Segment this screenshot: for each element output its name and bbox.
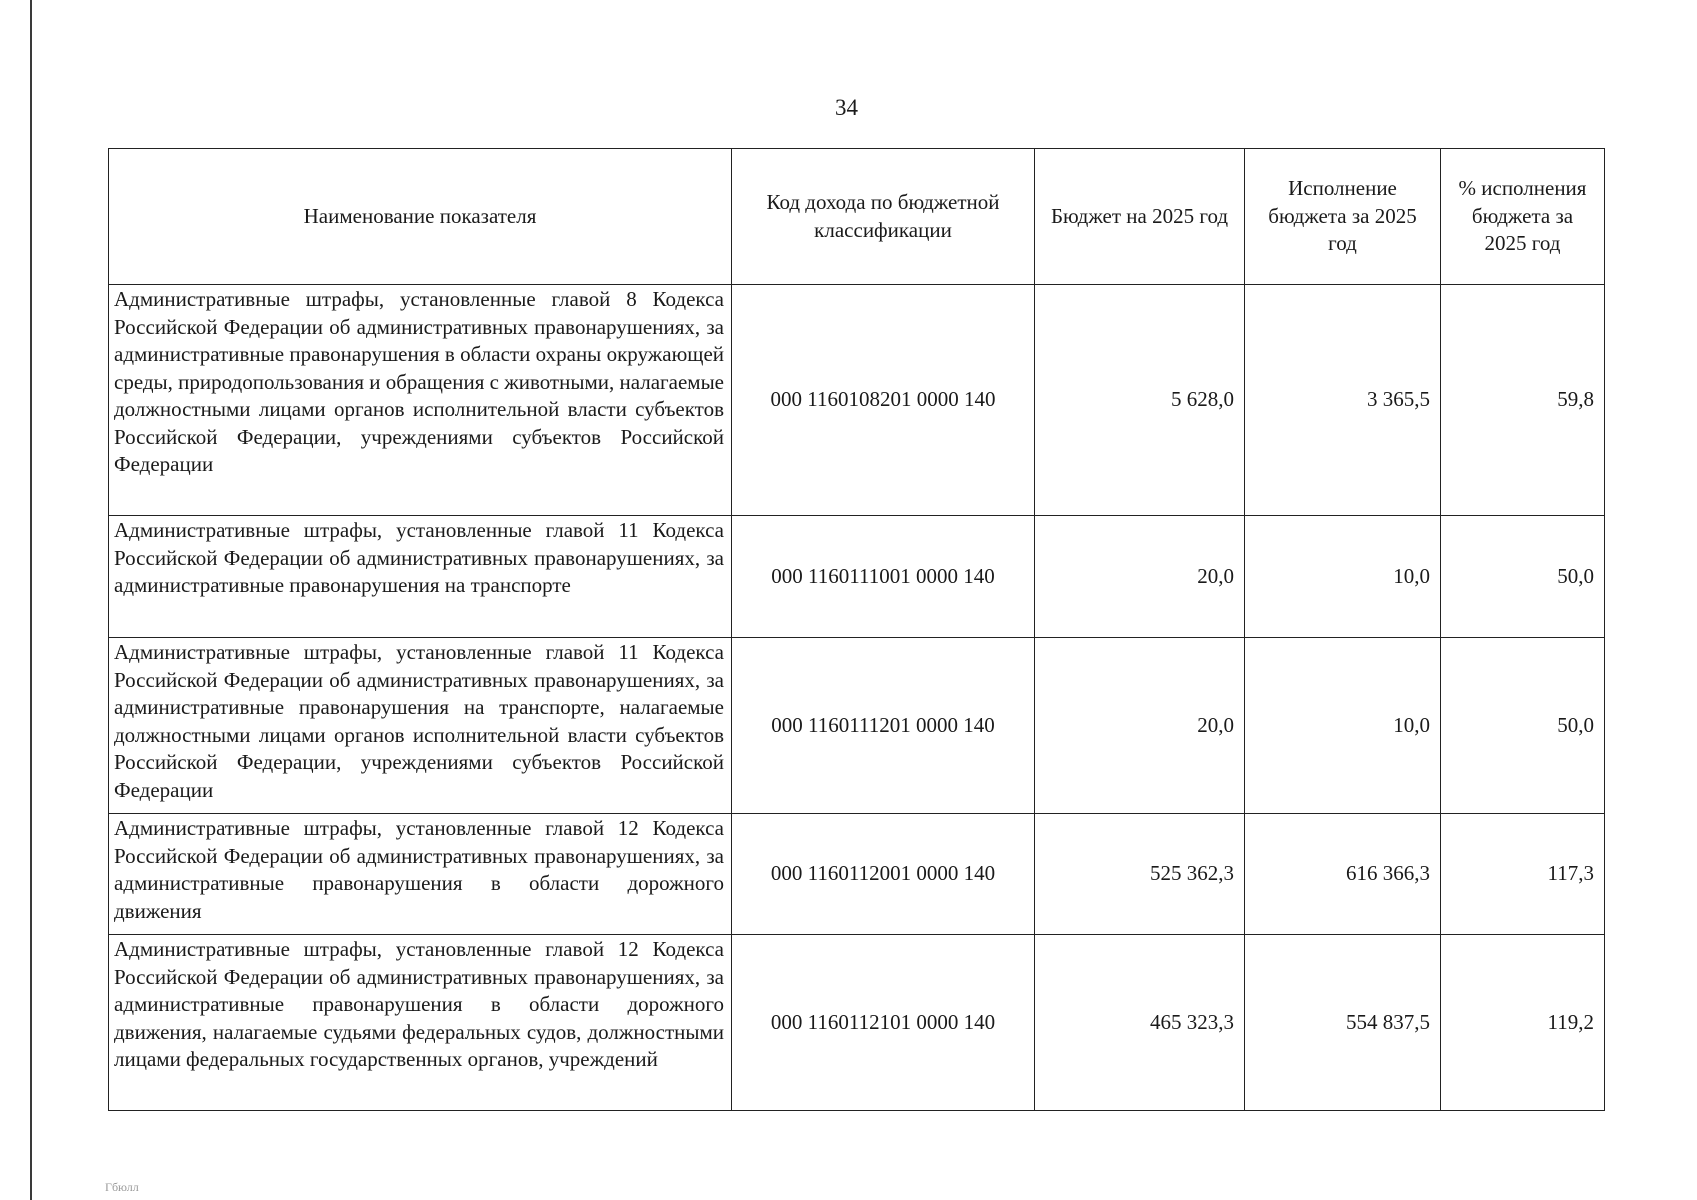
indicator-name-cell: Административные штрафы, установленные главой 11 Кодекса Российской Федерации об административных правонарушениях, за административные правонарушения на транспорте xyxy=(109,516,732,638)
indicator-name-cell: Административные штрафы, установленные главой 12 Кодекса Российской Федерации об административных правонарушениях, за административные правонарушения в области дорожного движения, налагаемые судьями федеральных судов, должностными лицами федеральных государственных органов, учреждений xyxy=(109,935,732,1111)
header-indicator-name: Наименование показателя xyxy=(109,149,732,285)
income-code-cell: 000 1160108201 0000 140 xyxy=(732,285,1035,516)
percent-cell: 119,2 xyxy=(1441,935,1605,1111)
execution-cell: 10,0 xyxy=(1245,516,1441,638)
header-execution-2025: Исполнение бюджета за 2025 год xyxy=(1245,149,1441,285)
table-row xyxy=(109,285,1605,516)
header-execution-percent: % исполнения бюджета за 2025 год xyxy=(1441,149,1605,285)
indicator-name-cell: Административные штрафы, установленные главой 11 Кодекса Российской Федерации об административных правонарушениях, за административные правонарушения на транспорте, налагаемые должностными лицами органов исполнительной власти субъектов Российской Федерации, учреждениями субъектов Российской Федерации xyxy=(109,638,732,814)
income-code-cell: 000 1160111001 0000 140 xyxy=(732,516,1035,638)
indicator-name-cell: Административные штрафы, установленные главой 12 Кодекса Российской Федерации об административных правонарушениях, за административные правонарушения в области дорожного движения xyxy=(109,814,732,935)
percent-cell: 117,3 xyxy=(1441,814,1605,935)
table-header-row xyxy=(109,149,1605,285)
indicator-name-cell: Административные штрафы, установленные главой 8 Кодекса Российской Федерации об административных правонарушениях, за административные правонарушения в области охраны окружающей среды, природопользования и обращения с животными, налагаемые должностными лицами органов исполнительной власти субъектов Российской Федерации, учреждениями субъектов Российской Федерации xyxy=(109,285,732,516)
budget-cell: 20,0 xyxy=(1035,638,1245,814)
execution-cell: 10,0 xyxy=(1245,638,1441,814)
percent-cell: 50,0 xyxy=(1441,638,1605,814)
execution-cell: 3 365,5 xyxy=(1245,285,1441,516)
table-row xyxy=(109,516,1605,638)
footer-stamp-mark: Гбюлл xyxy=(105,1180,139,1194)
execution-cell: 554 837,5 xyxy=(1245,935,1441,1111)
percent-cell: 59,8 xyxy=(1441,285,1605,516)
table-row xyxy=(109,638,1605,814)
binder-margin-line xyxy=(30,0,32,1200)
income-code-cell: 000 1160112001 0000 140 xyxy=(732,814,1035,935)
income-code-cell: 000 1160111201 0000 140 xyxy=(732,638,1035,814)
execution-cell: 616 366,3 xyxy=(1245,814,1441,935)
header-budget-2025: Бюджет на 2025 год xyxy=(1035,149,1245,285)
table-row xyxy=(109,814,1605,935)
header-income-code: Код дохода по бюджетной классификации xyxy=(732,149,1035,285)
budget-cell: 465 323,3 xyxy=(1035,935,1245,1111)
page-number: 34 xyxy=(835,95,858,120)
budget-cell: 20,0 xyxy=(1035,516,1245,638)
table-row xyxy=(109,935,1605,1111)
budget-execution-table xyxy=(108,148,1605,1111)
percent-cell: 50,0 xyxy=(1441,516,1605,638)
budget-cell: 5 628,0 xyxy=(1035,285,1245,516)
budget-cell: 525 362,3 xyxy=(1035,814,1245,935)
income-code-cell: 000 1160112101 0000 140 xyxy=(732,935,1035,1111)
